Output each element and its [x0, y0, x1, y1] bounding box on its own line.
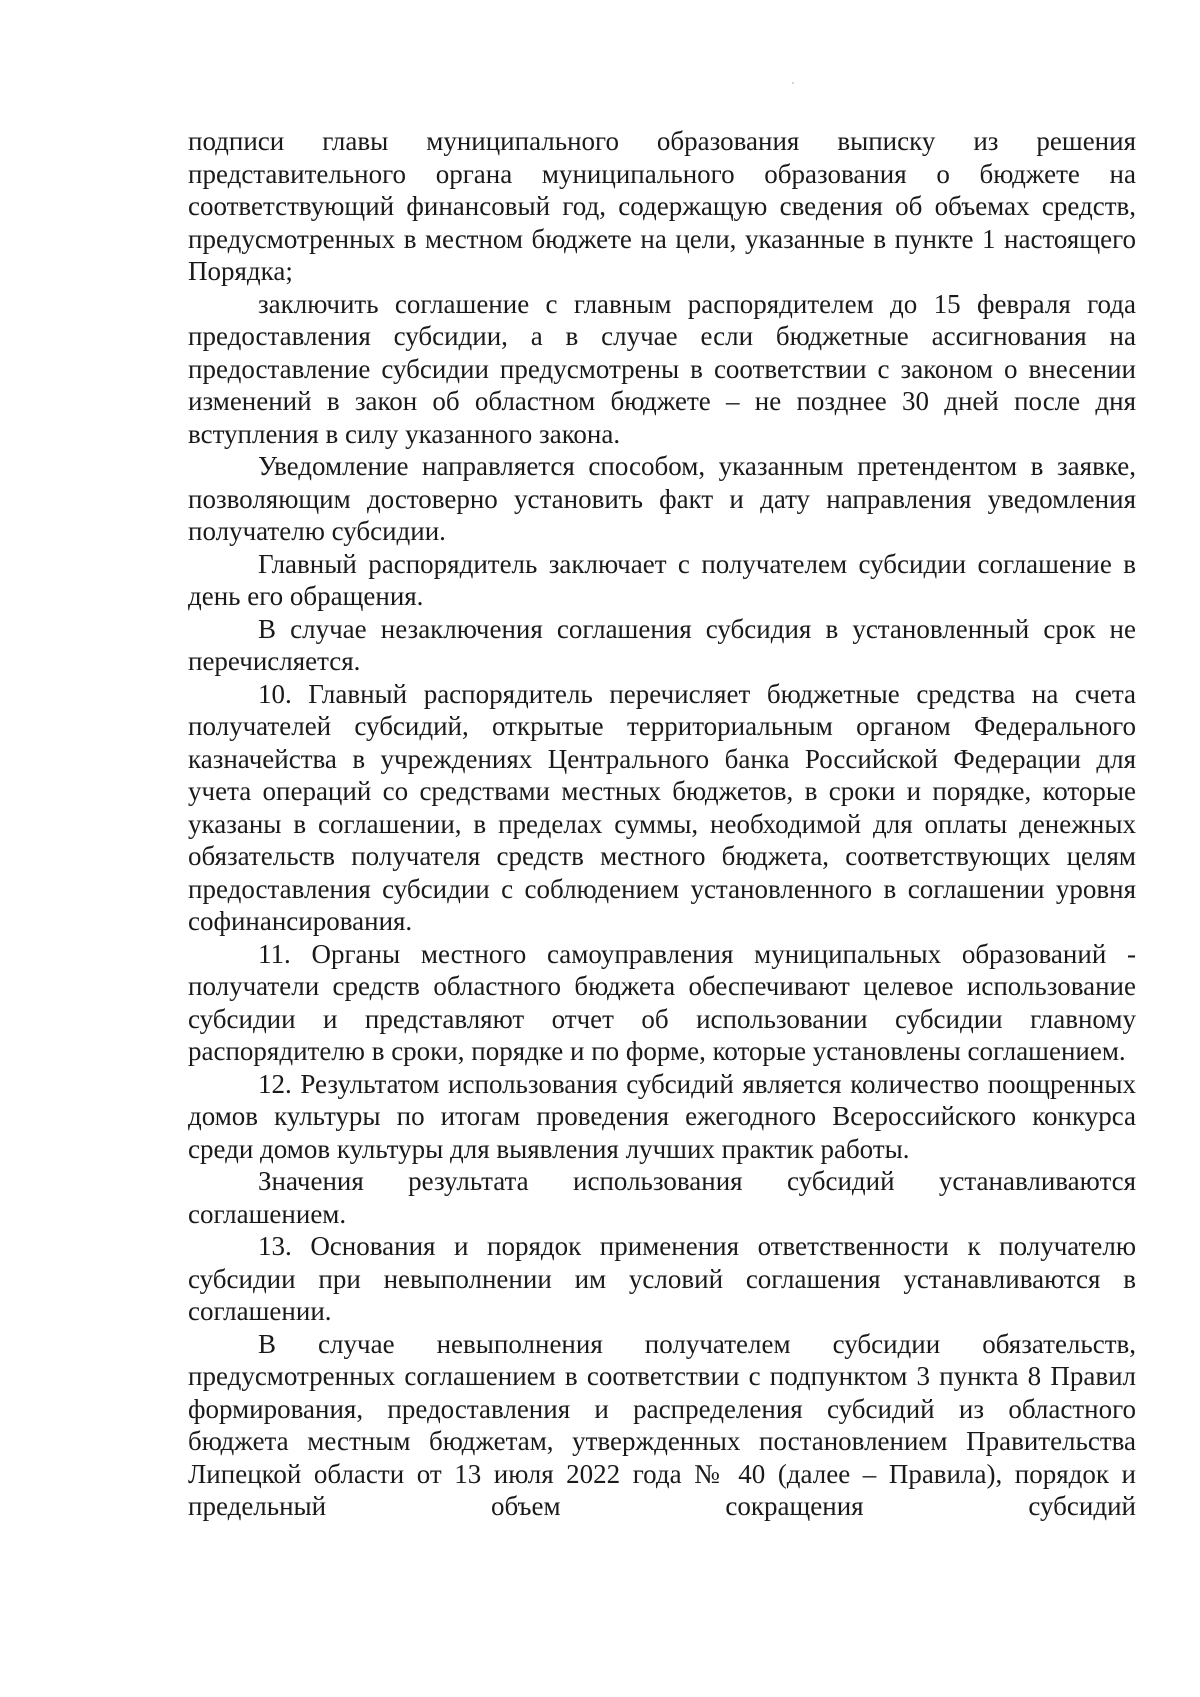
paragraph-item-13: 13. Основания и порядок применения ответственности к получателю субсидии при невыполнении им условий соглашения устанавливаются в соглашении.	[188, 1231, 1136, 1326]
paragraph-result-values: Значения результата использования субсидий устанавливаются соглашением.	[188, 1166, 1136, 1229]
paragraph-no-agreement: В случае незаключения соглашения субсидия в установленный срок не перечисляется.	[188, 613, 1136, 676]
paragraph-item-11: 11. Органы местного самоуправления муниципальных образований - получатели средств областного бюджета обеспечивают целевое использование субсидии и представляют отчет об использовании субсидии главному распорядителю в сроки, порядке и по форме, которые установлены соглашением.	[188, 938, 1136, 1066]
paragraph-agreement-day: Главный распорядитель заключает с получателем субсидии соглашение в день его обращения.	[188, 548, 1136, 611]
paragraph-conclude-agreement: заключить соглашение с главным распорядителем до 15 февраля года предоставления субсидии, а в случае если бюджетные ассигнования на предоставление субсидии предусмотрены в соответствии с законом о внесении изменений в закон об областном бюджете – не позднее 30 дней после дня вступления в силу указанного закона.	[188, 288, 1136, 449]
paragraph-non-fulfillment: В случае невыполнения получателем субсидии обязательств, предусмотренных соглашением в соответствии с подпунктом 3 пункта 8 Правил формирования, предоставления и распределения субсидий из областного бюджета местным бюджетам, утвержденных постановлением Правительства Липецкой области от 13 июля 2022 года № 40 (далее – Правила), порядок и предельный объем сокращения субсидий	[188, 1328, 1136, 1521]
paragraph-item-12: 12. Результатом использования субсидий является количество поощренных домов культуры по итогам проведения ежегодного Всероссийского конкурса среди домов культуры для выявления лучших практик работы.	[188, 1068, 1136, 1164]
scan-speck	[792, 82, 794, 84]
paragraph-continuation: подписи главы муниципального образования выписку из решения представительного органа муниципального образования о бюджете на соответствующий финансовый год, содержащую сведения об объемах средств, предусмотренных в местном бюджете на цели, указанные в пункте 1 настоящего Порядка;	[188, 126, 1136, 286]
document-body	[188, 125, 1136, 1523]
paragraph-item-10: 10. Главный распорядитель перечисляет бюджетные средства на счета получателей субсидий, открытые территориальным органом Федерального казначейства в учреждениях Центрального банка Российской Федерации для учета операций со средствами местных бюджетов, в сроки и порядке, которые указаны в соглашении, в пределах суммы, необходимой для оплаты денежных обязательств получателя средств местного бюджета, соответствующих целям предоставления субсидии с соблюдением установленного в соглашении уровня софинансирования.	[188, 678, 1136, 936]
paragraph-notification: Уведомление направляется способом, указанным претендентом в заявке, позволяющим достоверно установить факт и дату направления уведомления получателю субсидии.	[188, 451, 1136, 546]
